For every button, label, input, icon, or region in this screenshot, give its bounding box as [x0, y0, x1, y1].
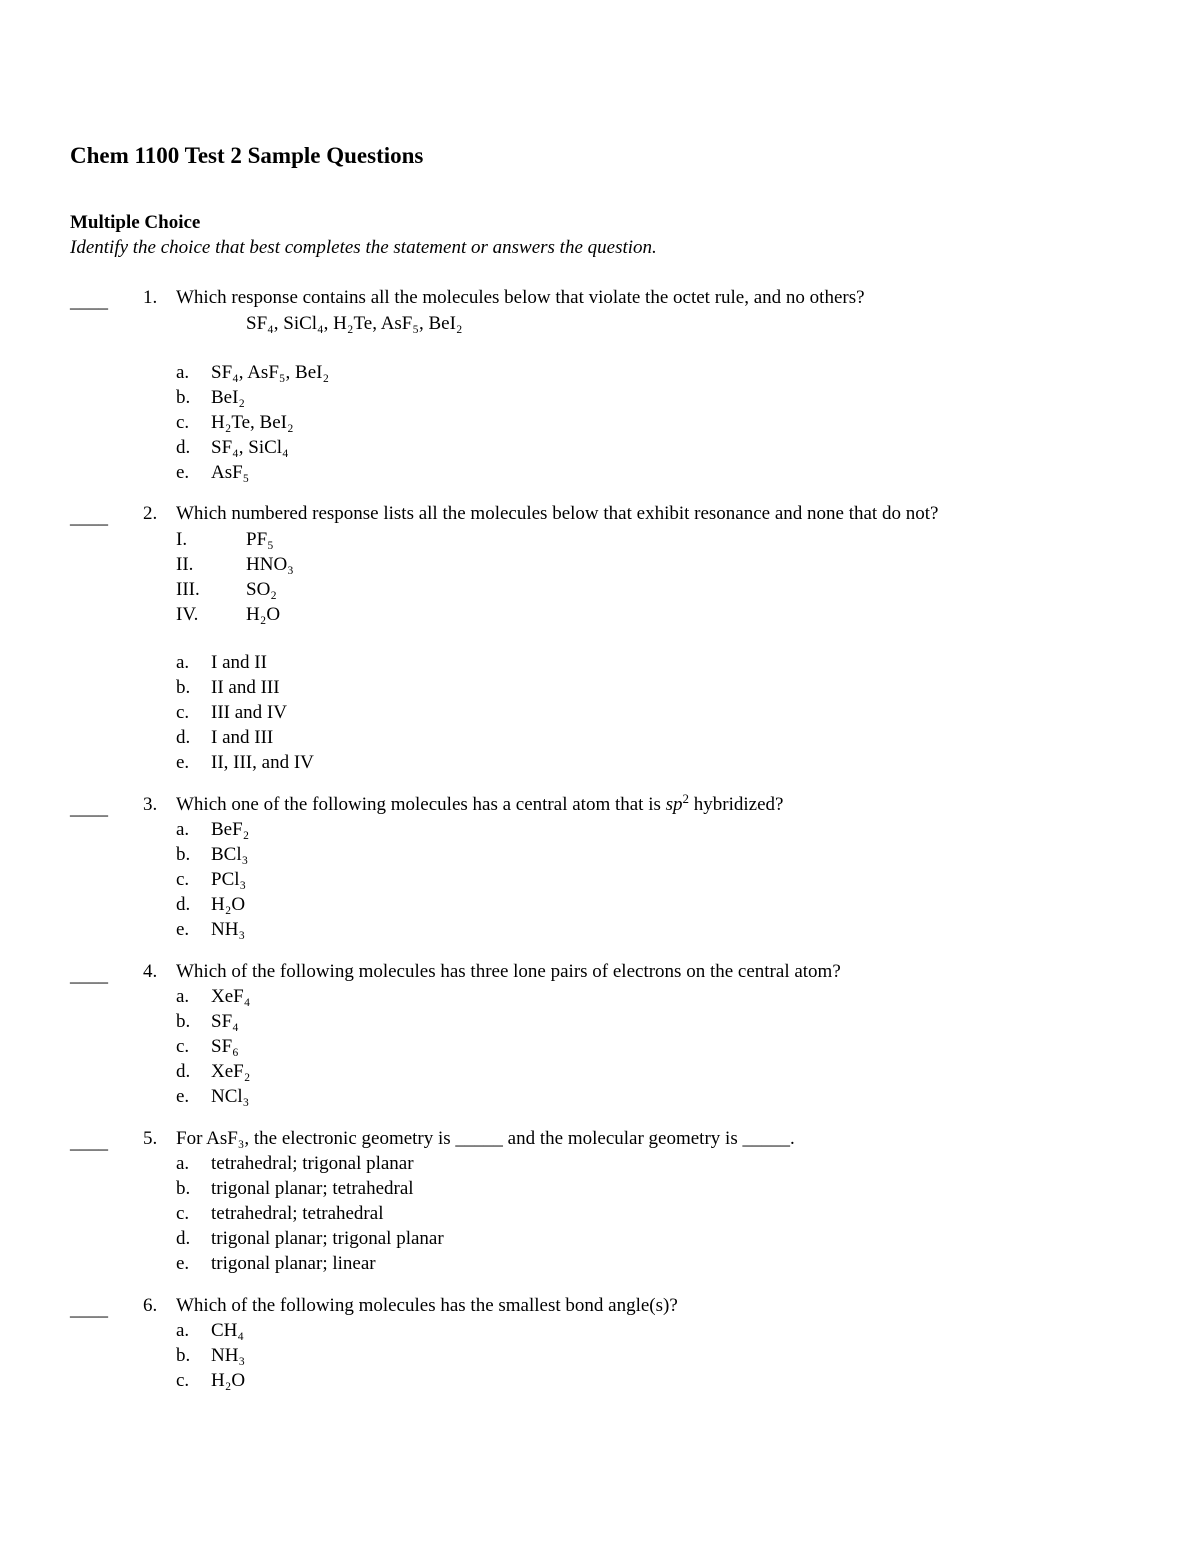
option-text: tetrahedral; tetrahedral: [211, 1203, 384, 1224]
option-label: a.: [176, 986, 190, 1007]
option-label: b.: [176, 844, 191, 865]
stem-superscript: 2: [682, 791, 690, 806]
option-text: NH₃: [211, 1345, 246, 1366]
option-text: I and III: [211, 727, 274, 748]
option-label: a.: [176, 1320, 190, 1341]
option-text: XeF₂: [211, 1061, 251, 1082]
answer-blank[interactable]: ____: [70, 291, 108, 312]
option-label: c.: [176, 1203, 190, 1224]
option-label: a.: [176, 652, 190, 673]
option-label: d.: [176, 1228, 191, 1249]
molecule-formula: HNO₃: [246, 554, 294, 575]
stem-text: hybridized?: [689, 794, 784, 815]
option-label: d.: [176, 437, 191, 458]
stem-text: Which one of the following molecules has a central atom that is: [176, 794, 666, 815]
question-number: 3.: [143, 794, 158, 815]
roman-numeral: IV.: [176, 604, 199, 625]
roman-numeral: III.: [176, 579, 200, 600]
option-text: SF₆: [211, 1036, 239, 1057]
option-label: c.: [176, 869, 190, 890]
option-label: d.: [176, 894, 191, 915]
molecule-formula: PF₅: [246, 529, 274, 550]
page-title: Chem 1100 Test 2 Sample Questions: [70, 143, 424, 168]
option-label: c.: [176, 1036, 190, 1057]
question-stem: Which of the following molecules has three lone pairs of electrons on the central atom?: [176, 961, 841, 982]
question-stem: Which of the following molecules has the smallest bond angle(s)?: [176, 1295, 678, 1316]
option-text: SF₄, SiCl₄: [211, 437, 289, 458]
answer-blank[interactable]: ____: [70, 965, 108, 986]
option-label: d.: [176, 727, 191, 748]
option-text: trigonal planar; trigonal planar: [211, 1228, 444, 1249]
option-text: BeF₂: [211, 819, 250, 840]
molecule-list: SF₄, SiCl₄, H₂Te, AsF₅, BeI₂: [246, 313, 463, 334]
option-text: BCl₃: [211, 844, 249, 865]
option-label: e.: [176, 462, 190, 483]
question-stem: Which response contains all the molecules below that violate the octet rule, and no others?: [176, 287, 865, 308]
option-label: b.: [176, 387, 191, 408]
option-text: II, III, and IV: [211, 752, 314, 773]
question-number: 5.: [143, 1128, 158, 1149]
option-label: e.: [176, 1253, 190, 1274]
question-number: 4.: [143, 961, 158, 982]
molecule-formula: H₂O: [246, 604, 281, 625]
option-text: NH₃: [211, 919, 246, 940]
question-number: 1.: [143, 287, 158, 308]
option-text: H₂O: [211, 1370, 246, 1391]
option-text: H₂Te, BeI₂: [211, 412, 294, 433]
stem-italic: sp: [665, 794, 683, 815]
section-instructions: Identify the choice that best completes the statement or answers the question.: [70, 237, 657, 258]
answer-blank[interactable]: ____: [70, 1132, 108, 1153]
option-text: SF₄: [211, 1011, 239, 1032]
option-label: c.: [176, 412, 190, 433]
option-text: BeI₂: [211, 387, 246, 408]
question-stem: Which numbered response lists all the molecules below that exhibit resonance and none that do not?: [176, 503, 939, 524]
option-text: H₂O: [211, 894, 246, 915]
option-label: c.: [176, 702, 190, 723]
option-label: e.: [176, 752, 190, 773]
option-text: trigonal planar; tetrahedral: [211, 1178, 414, 1199]
option-label: b.: [176, 1178, 191, 1199]
section-heading: Multiple Choice: [70, 212, 201, 233]
option-label: b.: [176, 1345, 191, 1366]
option-label: c.: [176, 1370, 190, 1391]
option-text: AsF₅: [211, 462, 250, 483]
question-number: 6.: [143, 1295, 158, 1316]
molecule-formula: SO₂: [246, 579, 277, 600]
question-number: 2.: [143, 503, 158, 524]
option-text: SF₄, AsF₅, BeI₂: [211, 362, 330, 383]
option-label: b.: [176, 677, 191, 698]
roman-numeral: II.: [176, 554, 194, 575]
answer-blank[interactable]: ____: [70, 798, 108, 819]
question-stem: For AsF₃, the electronic geometry is _____ and the molecular geometry is _____.: [176, 1128, 795, 1149]
option-text: trigonal planar; linear: [211, 1253, 376, 1274]
option-text: XeF₄: [211, 986, 251, 1007]
option-label: e.: [176, 1086, 190, 1107]
option-label: e.: [176, 919, 190, 940]
roman-numeral: I.: [176, 529, 188, 550]
answer-blank[interactable]: ____: [70, 507, 108, 528]
option-label: d.: [176, 1061, 191, 1082]
option-text: PCl₃: [211, 869, 247, 890]
answer-blank[interactable]: ____: [70, 1299, 108, 1320]
option-label: a.: [176, 819, 190, 840]
option-text: III and IV: [211, 702, 287, 723]
option-text: tetrahedral; trigonal planar: [211, 1153, 414, 1174]
option-label: a.: [176, 1153, 190, 1174]
option-label: a.: [176, 362, 190, 383]
question-stem: [176, 793, 783, 817]
option-label: b.: [176, 1011, 191, 1032]
option-text: I and II: [211, 652, 267, 673]
option-text: CH₄: [211, 1320, 245, 1341]
option-text: II and III: [211, 677, 280, 698]
option-text: NCl₃: [211, 1086, 250, 1107]
